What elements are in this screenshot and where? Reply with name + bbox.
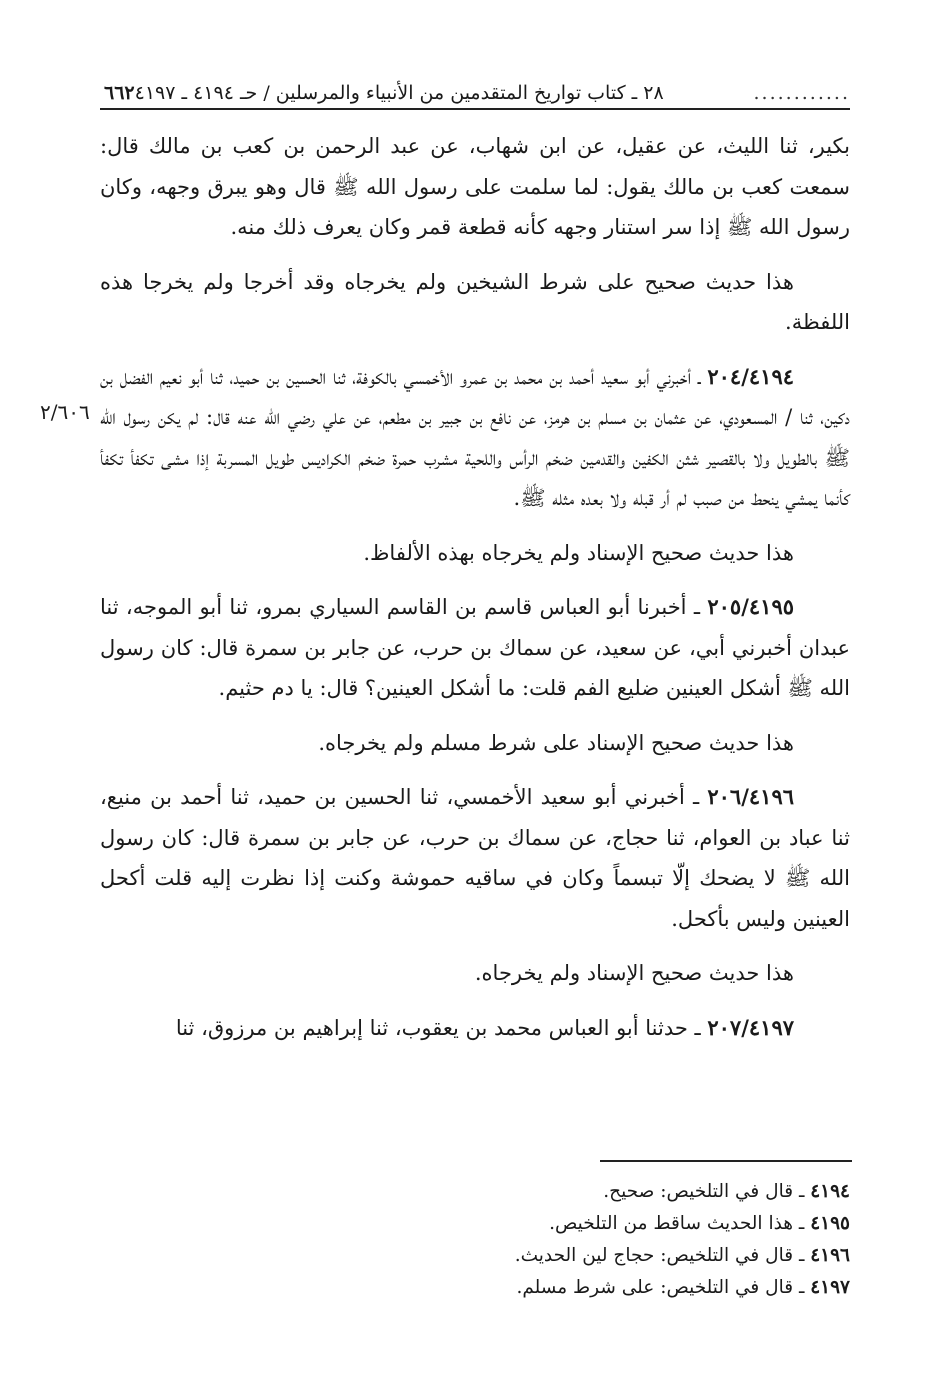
footnote-divider [600,1160,852,1162]
main-text [100,126,850,1048]
running-title: ٢٨ ـ كتاب تواريخ المتقدمين من الأنبياء والمرسلين / حـ ٤١٩٤ ـ ٤١٩٧ [134,82,664,104]
paragraph: هذا حديث صحيح الإسناد على شرط مسلم ولم يخرجاه. [318,730,794,755]
footnote: ٤١٩٤ ـ قال في التلخيص: صحيح. [603,1181,850,1202]
hadith-entry-4196: ٢٠٦/٤١٩٦ ـ أخبرني أبو سعيد الأخمسي، ثنا الحسين بن حميد، ثنا أحمد بن منيع، ثنا عباد بن العوام، ثنا حجاج، عن سماك بن حرب، عن جابر بن سمرة قال: كان رسول الله ﷺ لا يضحك إلّا تبسماً وكان في ساقيه حموشة وكنت إذا نظرت إليه قلت أكحل العينين وليس بأكحل. [100,784,850,931]
footnote: ٤١٩٦ ـ قال في التلخيص: حجاج لين الحديث. [514,1245,850,1266]
paragraph: هذا حديث صحيح الإسناد ولم يخرجاه. [474,961,794,985]
page-number: ٦٦٢ [104,82,135,104]
running-header [100,72,850,110]
footnotes [300,1176,850,1304]
paragraph: هذا حديث صحيح الإسناد ولم يخرجاه بهذه الألفاظ. [363,540,794,565]
hadith-entry-4195: ٢٠٥/٤١٩٥ ـ أخبرنا أبو العباس قاسم بن القاسم السياري بمرو، ثنا أبو الموجه، ثنا عبدان أخبرني أبي، عن سعيد، عن سماك بن حرب، عن جابر بن سمرة قال: كان رسول الله ﷺ أشكل العينين ضليع الفم قلت: ما أشكل العينين؟ قال: يا دم حثيم. [100,594,850,700]
hadith-number: ٢٠٤/٤١٩٤ [707,363,794,389]
footnote: ٤١٩٧ ـ قال في التلخيص: على شرط مسلم. [516,1277,850,1298]
margin-page-reference: ٢/٦٠٦ [40,400,90,424]
paragraph: هذا حديث صحيح على شرط الشيخين ولم يخرجاه وقد أخرجا ولم يخرجا هذه اللفظة. [100,269,850,334]
hadith-number: ٢٠٥/٤١٩٥ [707,594,794,619]
paragraph: بكير، ثنا الليث، عن عقيل، عن ابن شهاب، عن عبد الرحمن بن كعب بن مالك قال: سمعت كعب بن مالك يقول: لما سلمت على رسول الله ﷺ قال وهو يبرق وجهه، وكان رسول الله ﷺ إذا سر استنار وجهه كأنه قطعة قمر وكان يعرف ذلك منه. [100,134,850,239]
hadith-entry-4194: ٢٠٤/٤١٩٤ ـ أخبرني أبو سعيد أحمد بن محمد بن عمرو الأخمسي بالكوفة، ثنا الحسين بن حميد، ثنا أبو نعيم الفضل بن دكين، ثنا / المسعودي، عن عثمان بن مسلم بن هرمز، عن نافع بن جبير بن مطعم، عن علي رضي الله عنه قال: لم يكن رسول الله ﷺ بالطويل ولا بالقصير شثن الكفين والقدمين ضخم الرأس واللحية مشرب حمرة ضخم الكراديس طويل المسربة إذا مشى تكفأ تكفأ كأنما يمشي ينحط من صبب لم أر قبله ولا بعده مثله ﷺ. [100,363,850,510]
hadith-number: ٢٠٦/٤١٩٦ [707,784,794,809]
header-leader-dots: ............ [753,82,850,104]
footnote: ٤١٩٥ ـ هذا الحديث ساقط من التلخيص. [549,1213,850,1234]
hadith-entry-4197: ٢٠٧/٤١٩٧ ـ حدثنا أبو العباس محمد بن يعقوب، ثنا إبراهيم بن مرزوق، ثنا [175,1014,794,1040]
hadith-number: ٢٠٧/٤١٩٧ [707,1014,794,1040]
